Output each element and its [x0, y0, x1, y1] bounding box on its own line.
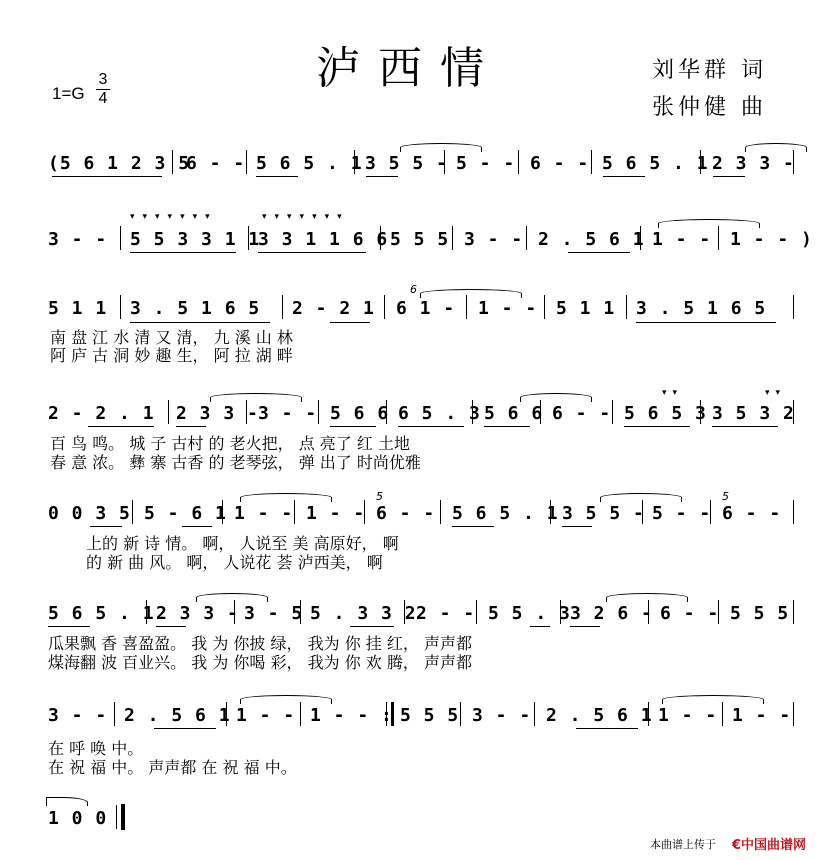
beam-line	[562, 526, 592, 527]
measure: 3 . 5 1 6 5	[636, 298, 767, 319]
measure: 6 - -	[186, 153, 246, 174]
beam-line	[156, 626, 186, 627]
tie-arc	[600, 493, 682, 502]
barline	[386, 400, 387, 424]
measure: 5 6 5 3	[624, 403, 707, 424]
barline	[226, 702, 227, 726]
final-barline	[121, 804, 125, 830]
barline	[282, 295, 283, 319]
accent-marks: ▾▾	[765, 388, 787, 398]
measure: 5 6 5 . 1	[452, 503, 559, 524]
measure: 3 - 5	[244, 603, 304, 624]
barline	[460, 702, 461, 726]
tie-arc	[210, 393, 302, 402]
measure: 2 - 2 1	[292, 298, 375, 319]
barline	[466, 295, 467, 319]
lyrics-verse-1: 在 呼 唤 中。	[48, 739, 144, 758]
measure: 6 5 . 3	[398, 403, 481, 424]
barline	[534, 702, 535, 726]
measure: (5 6 1 2 3 5	[48, 153, 191, 174]
barline	[591, 150, 592, 174]
barline	[294, 500, 295, 524]
lyrics-verse-1: 瓜果飘 香 喜盈盈。 我 为 你披 绿， 我为 你 挂 红， 声声都	[48, 634, 472, 653]
barline	[120, 226, 121, 250]
barline	[384, 295, 385, 319]
time-signature-bottom: 4	[96, 89, 110, 108]
measure: 3 . 5 1 6 5	[130, 298, 261, 319]
barline	[540, 400, 541, 424]
lyrics-verse-1: 南 盘 江 水 清 又 清， 九 溪 山 林	[50, 328, 293, 347]
grace-note: 6	[410, 283, 417, 296]
barline	[718, 600, 719, 624]
lyrics-verse-1: 百 鸟 鸣。 城 子 古村 的 老火把， 点 亮了 红 土地	[50, 434, 410, 453]
measure: 3 5 5 -	[365, 153, 448, 174]
beam-line	[330, 322, 370, 323]
measure: 2 . 5 6 1	[546, 705, 653, 726]
beam-line	[366, 176, 398, 177]
measure: 1 - -	[306, 503, 366, 524]
beam-line	[90, 526, 122, 527]
barline	[710, 500, 711, 524]
lyrics-verse-2: 春 意 浓。 彝 寨 古香 的 老琴弦， 弹 出了 时尚优雅	[50, 453, 421, 472]
barline	[380, 226, 381, 250]
logo-text: 中国曲谱网	[741, 838, 807, 853]
measure: 5 6 6	[330, 403, 390, 424]
measure: 3 - -	[48, 705, 108, 726]
tie-arc	[658, 219, 760, 228]
barline	[246, 150, 247, 174]
barline	[146, 600, 147, 624]
measure: 1 - -	[234, 503, 294, 524]
lyrics-verse-2: 煤海翻 波 百业兴。 我 为 你喝 彩， 我为 你 欢 腾， 声声都	[48, 653, 472, 672]
barline	[722, 702, 723, 726]
tie-arc	[745, 143, 807, 152]
beam-line	[398, 426, 464, 427]
measure: 5 5 3 3 1 1	[130, 229, 261, 250]
measure: 5 - -	[652, 503, 712, 524]
barline	[626, 295, 627, 319]
barline	[444, 150, 445, 174]
barline	[364, 500, 365, 524]
measure: 1 - - )	[730, 229, 813, 250]
measure: 5 1 1	[556, 298, 616, 319]
measure: 1 - -	[478, 298, 538, 319]
measure: 5 5 5	[730, 603, 790, 624]
barline	[476, 600, 477, 624]
measure: 2 3 3 -	[176, 403, 259, 424]
barline	[116, 805, 117, 829]
measure: 2 3 3 -	[712, 153, 795, 174]
barline	[793, 600, 794, 624]
beam-line	[530, 626, 550, 627]
measure: 3 5 5 -	[562, 503, 645, 524]
site-logo[interactable]	[732, 834, 806, 853]
beam-line	[568, 252, 630, 253]
measure: 1 - - :	[310, 705, 393, 726]
upload-note: 本曲谱上传于	[650, 838, 716, 851]
measure: 3 - -	[258, 403, 318, 424]
beam-line	[48, 626, 90, 627]
barline	[452, 226, 453, 250]
barline	[518, 150, 519, 174]
barline	[793, 295, 794, 319]
beam-line	[603, 176, 645, 177]
barline	[318, 400, 319, 424]
barline	[404, 600, 405, 624]
barline	[300, 702, 301, 726]
measure: 3 3 1 1 6 6	[258, 229, 389, 250]
barline	[793, 500, 794, 524]
tie-arc	[520, 393, 592, 402]
beam-line	[182, 526, 212, 527]
accent-marks: ▾▾▾▾▾▾▾	[130, 212, 218, 222]
measure: 2 - 2 . 1	[48, 403, 155, 424]
lyricist-credit: 刘华群 词	[652, 58, 767, 83]
barline	[560, 600, 561, 624]
measure: 3 - -	[464, 229, 524, 250]
measure: 5 6 5 . 1	[48, 603, 155, 624]
beam-line	[713, 176, 745, 177]
measure: 6 1 -	[396, 298, 456, 319]
accent-marks: ▾▾	[662, 388, 684, 398]
measure: 5 5 5	[400, 705, 460, 726]
measure: 1 - -	[236, 705, 296, 726]
measure: 5 6 6	[484, 403, 544, 424]
beam-line	[570, 626, 600, 627]
barline	[246, 400, 247, 424]
beam-line	[484, 426, 530, 427]
barline	[648, 702, 649, 726]
measure: 1 - -	[652, 229, 712, 250]
barline	[642, 500, 643, 524]
tie-arc	[196, 593, 268, 602]
lyrics-verse-2: 阿 庐 古 洞 妙 趣 生， 阿 拉 湖 畔	[50, 346, 293, 365]
measure: 5 - 6 1	[144, 503, 227, 524]
measure: 1 - -	[732, 705, 792, 726]
measure: 3 2 6 -	[570, 603, 653, 624]
time-signature	[96, 71, 110, 108]
measure: 2 3 3 -	[156, 603, 239, 624]
tie-arc	[240, 695, 332, 704]
repeat-barline	[391, 702, 394, 726]
measure: 5 . 3 3 2	[310, 603, 417, 624]
composer-credit: 张仲健 曲	[652, 95, 767, 120]
measure: 3 - -	[48, 229, 108, 250]
tie-arc	[240, 493, 332, 502]
beam-line	[330, 426, 376, 427]
barline	[354, 150, 355, 174]
barline	[648, 600, 649, 624]
barline	[793, 702, 794, 726]
tie-arc	[606, 593, 688, 602]
logo-icon: €	[732, 838, 742, 853]
barline	[222, 500, 223, 524]
measure: 6 - -	[722, 503, 782, 524]
barline	[793, 150, 794, 174]
grace-note: 5	[722, 490, 729, 503]
barline	[120, 295, 121, 319]
measure: 2 . 5 6 1	[538, 229, 645, 250]
measure: 0 0 3 5	[48, 503, 131, 524]
barline	[168, 400, 169, 424]
measure: 5 5 . 3	[488, 603, 571, 624]
beam-line	[88, 426, 154, 427]
beam-line	[130, 252, 236, 253]
accent-marks: ▾▾▾▾▾▾▾	[262, 212, 350, 222]
measure: 3 - -	[472, 705, 532, 726]
barline	[718, 226, 719, 250]
tie-arc	[662, 695, 764, 704]
barline	[132, 500, 133, 524]
song-title: 泸西情	[316, 43, 502, 94]
beam-line	[130, 322, 270, 323]
tie-arc	[46, 797, 88, 806]
barline	[700, 150, 701, 174]
key-signature: 1=G	[52, 84, 85, 103]
beam-line	[256, 176, 298, 177]
barline	[550, 500, 551, 524]
measure: 2 . 5 6 1	[124, 705, 231, 726]
measure: 1 0 0	[48, 808, 108, 829]
barline	[700, 400, 701, 424]
measure: 5 6 5 . 1	[256, 153, 363, 174]
grace-note: 5	[376, 490, 383, 503]
measure: 6 - -	[376, 503, 436, 524]
barline	[234, 600, 235, 624]
barline	[248, 226, 249, 250]
barline	[640, 226, 641, 250]
measure: 2 - -	[416, 603, 476, 624]
beam-line	[636, 322, 776, 323]
measure: 5 - -	[456, 153, 516, 174]
barline	[544, 295, 545, 319]
beam-line	[52, 176, 162, 177]
measure: 5 5 5	[390, 229, 450, 250]
beam-line	[624, 426, 690, 427]
beam-line	[576, 728, 638, 729]
measure: 3 5 3 2	[712, 403, 795, 424]
beam-line	[712, 426, 778, 427]
time-signature-top: 3	[98, 71, 108, 88]
lyrics-verse-1: 上的 新 诗 情。 啊， 人说至 美 高原好， 啊	[86, 534, 399, 553]
beam-line	[154, 728, 216, 729]
barline	[172, 150, 173, 174]
measure: 6 - -	[552, 403, 612, 424]
measure: 6 - -	[530, 153, 590, 174]
beam-line	[176, 426, 206, 427]
lyrics-verse-2: 在 祝 福 中。 声声都 在 祝 福 中。	[48, 758, 297, 777]
barline	[472, 400, 473, 424]
barline	[440, 500, 441, 524]
beam-line	[258, 252, 366, 253]
barline	[300, 600, 301, 624]
barline	[612, 400, 613, 424]
measure: 5 1 1	[48, 298, 108, 319]
measure: 1 - -	[658, 705, 718, 726]
tie-arc	[400, 143, 482, 152]
tie-arc	[420, 289, 522, 298]
barline	[114, 702, 115, 726]
barline	[793, 400, 794, 424]
barline	[386, 702, 387, 726]
beam-line	[350, 626, 394, 627]
measure: 6 - -	[660, 603, 720, 624]
barline	[526, 226, 527, 250]
lyrics-verse-2: 的 新 曲 风。 啊， 人说花 荟 泸西美， 啊	[86, 553, 383, 572]
measure: 5 6 5 . 1	[602, 153, 709, 174]
beam-line	[452, 526, 494, 527]
